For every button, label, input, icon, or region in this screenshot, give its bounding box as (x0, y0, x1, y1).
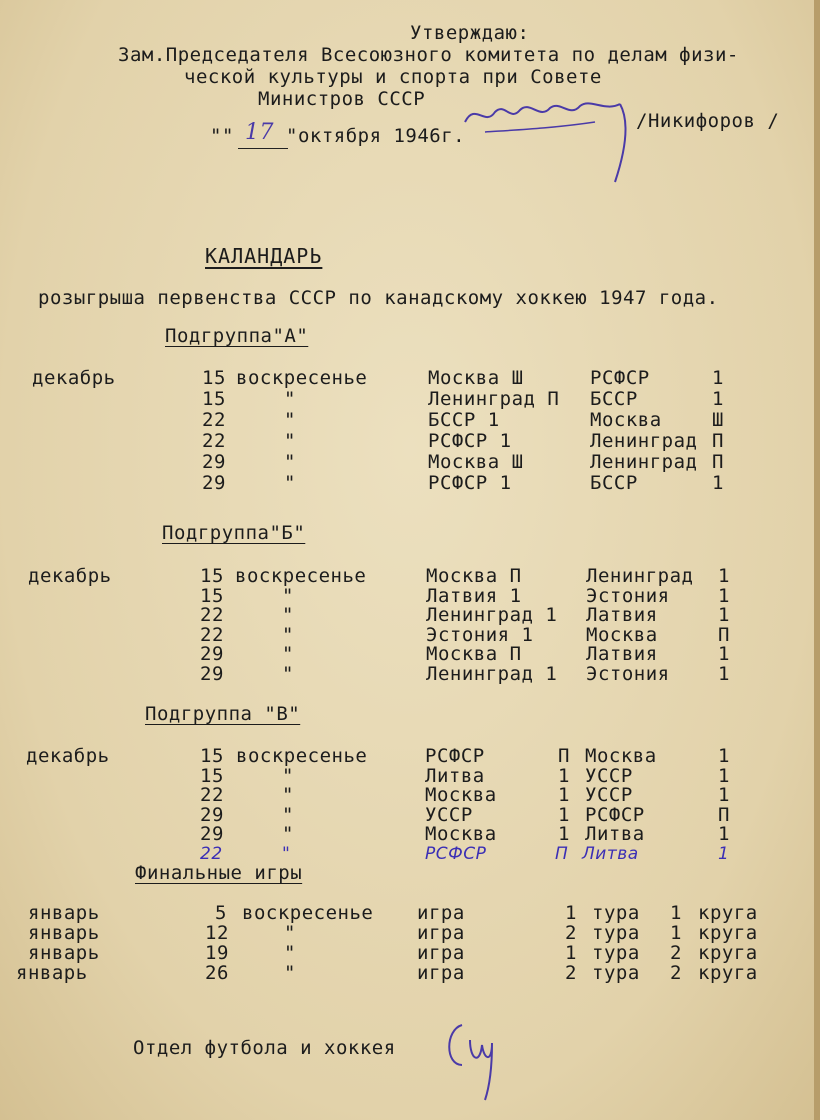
match-team2-rank: 1 (718, 745, 730, 767)
final-month: январь (16, 962, 88, 984)
match-day: 15 (202, 388, 226, 410)
match-team2-rank: П (718, 803, 730, 826)
final-day: 26 (205, 962, 229, 984)
match-weekday: " (284, 451, 296, 473)
match-team1: Ленинград 1 (426, 662, 558, 685)
match-weekday: " (282, 823, 294, 845)
final-month: январь (28, 922, 100, 944)
match-team2-rank: 1 (712, 388, 724, 410)
match-day: 15 (200, 584, 224, 607)
approval-signature (455, 92, 655, 192)
match-weekday: " (282, 764, 294, 787)
match-weekday: " (282, 803, 294, 826)
match-team2: Москва (585, 745, 657, 767)
match-team2-rank: 1 (718, 565, 730, 587)
approval-date-prefix: "" (210, 125, 234, 147)
match-team2-rank: П (718, 623, 730, 646)
match-team1-rank: П (558, 745, 570, 767)
group-b-month: декабрь (28, 565, 112, 587)
match-team2-rank: Ш (712, 409, 724, 431)
handwritten-team1: РСФСР (425, 844, 487, 864)
approver-name: /Никифоров / (636, 110, 780, 132)
final-game: игра (417, 902, 465, 924)
match-team2: УССР (585, 764, 633, 787)
match-team2: Ленинград (590, 451, 698, 473)
match-team1-rank: 1 (558, 823, 570, 845)
match-day: 29 (202, 472, 226, 494)
match-team1: Москва П (426, 643, 522, 665)
match-weekday: " (284, 388, 296, 410)
match-team1-rank: 1 (558, 803, 570, 826)
final-tour-word: тура (592, 962, 640, 984)
match-team1: РСФСР 1 (428, 430, 512, 452)
final-tour: 1 (565, 942, 577, 964)
match-team2-rank: 1 (718, 584, 730, 607)
approval-date-day: 17 (245, 120, 274, 145)
group-a-month: декабрь (32, 367, 116, 389)
match-day: 15 (202, 367, 226, 389)
finals-header: Финальные игры (135, 862, 303, 884)
document-subtitle: розыгрыша первенства СССР по канадскому хоккею 1947 года. (38, 287, 719, 309)
match-team2-rank: 1 (718, 662, 730, 685)
match-team1: Москва (425, 784, 497, 806)
match-team2: Ленинград (586, 565, 694, 587)
match-team1: Ленинград П (428, 388, 560, 410)
final-tour: 2 (565, 962, 577, 984)
match-team2-rank: П (712, 430, 724, 452)
group-a-header: Подгруппа"А" (165, 325, 309, 347)
match-team2: РСФСР (590, 367, 650, 389)
approval-date: "октября 1946г. (286, 125, 466, 147)
final-tour-word: тура (592, 942, 640, 964)
match-weekday: " (282, 643, 294, 665)
match-team2: БССР (590, 472, 638, 494)
final-circle: 1 (670, 922, 682, 944)
match-day: 22 (200, 604, 224, 626)
final-day: 5 (215, 902, 227, 924)
match-team2-rank: П (712, 451, 724, 473)
match-day: 29 (200, 643, 224, 665)
approval-line: Министров СССР (258, 88, 426, 110)
match-weekday: " (284, 430, 296, 452)
match-team1-rank: 1 (558, 784, 570, 806)
match-weekday: " (282, 604, 294, 626)
final-circle-word: круга (698, 942, 758, 964)
match-team1: РСФСР 1 (428, 472, 512, 494)
match-weekday: " (284, 472, 296, 494)
final-day: 19 (205, 942, 229, 964)
final-circle: 1 (670, 902, 682, 924)
final-day: 12 (205, 922, 229, 944)
final-tour: 2 (565, 922, 577, 944)
final-tour-word: тура (592, 922, 640, 944)
match-day: 29 (200, 662, 224, 685)
match-weekday: " (282, 784, 294, 806)
final-circle-word: круга (698, 962, 758, 984)
final-month: январь (28, 942, 100, 964)
match-team2: Ленинград (590, 430, 698, 452)
match-team2-rank: 1 (718, 823, 730, 845)
match-team1: Латвия 1 (426, 584, 522, 607)
match-team1: Литва (425, 764, 485, 787)
match-team2: Эстония (586, 662, 670, 685)
match-day: 15 (200, 565, 224, 587)
match-team1: Москва Ш (428, 451, 524, 473)
match-day: 29 (202, 451, 226, 473)
match-team1: Москва Ш (428, 367, 524, 389)
match-team2-rank: 1 (718, 643, 730, 665)
match-weekday: воскресенье (236, 367, 368, 389)
final-circle: 2 (670, 942, 682, 964)
final-circle-word: круга (698, 922, 758, 944)
final-weekday: " (284, 942, 296, 964)
match-day: 22 (200, 784, 224, 806)
match-team1-rank: 1 (558, 764, 570, 787)
match-day: 29 (200, 823, 224, 845)
match-team1: Москва (425, 823, 497, 845)
match-weekday: " (284, 409, 296, 431)
final-weekday: " (284, 962, 296, 984)
match-day: 29 (200, 803, 224, 826)
handwritten-mid: П (555, 844, 569, 864)
match-team2: Москва (590, 409, 662, 431)
match-team2-rank: 1 (712, 367, 724, 389)
match-weekday: " (282, 662, 294, 685)
match-team2: Латвия (586, 604, 658, 626)
final-game: игра (417, 922, 465, 944)
final-tour: 1 (565, 902, 577, 924)
final-weekday: воскресенье (242, 902, 374, 924)
match-day: 22 (202, 409, 226, 431)
group-b-header: Подгруппа"Б" (162, 522, 306, 544)
match-team1: Эстония 1 (426, 623, 534, 646)
match-team2-rank: 1 (718, 784, 730, 806)
final-game: игра (417, 942, 465, 964)
approval-heading: Утверждаю: (410, 22, 530, 44)
match-team2: Латвия (586, 643, 658, 665)
final-circle: 2 (670, 962, 682, 984)
match-weekday: воскресенье (235, 565, 367, 587)
match-team2: Эстония (586, 584, 670, 607)
approval-line: ческой культуры и спорта при Совете (184, 66, 602, 88)
match-team2: УССР (585, 784, 633, 806)
match-weekday: " (282, 623, 294, 646)
match-team2: Москва (586, 623, 658, 646)
match-day: 22 (200, 623, 224, 646)
match-weekday: " (282, 584, 294, 607)
match-team2-rank: 1 (718, 764, 730, 787)
match-team2: БССР (590, 388, 638, 410)
final-circle-word: круга (698, 902, 758, 924)
handwritten-num: 1 (718, 844, 730, 864)
match-team2: Литва (585, 823, 645, 845)
footer-signature (440, 1015, 510, 1105)
handwritten-day: 22 (200, 844, 223, 864)
match-team2-rank: 1 (712, 472, 724, 494)
approval-line: Зам.Председателя Всесоюзного комитета по делам физи- (118, 44, 739, 66)
match-team1: Москва П (426, 565, 522, 587)
final-tour-word: тура (592, 902, 640, 924)
handwritten-team2: Литва (582, 844, 639, 864)
page-edge (814, 0, 820, 1120)
match-day: 22 (202, 430, 226, 452)
match-day: 15 (200, 764, 224, 787)
match-day: 15 (200, 745, 224, 767)
match-team2-rank: 1 (718, 604, 730, 626)
group-v-header: Подгруппа "В" (145, 703, 301, 725)
match-team1: РСФСР (425, 745, 485, 767)
match-team1: БССР 1 (428, 409, 500, 431)
match-team1: Ленинград 1 (426, 604, 558, 626)
footer-department: Отдел футбола и хоккея (133, 1037, 396, 1059)
match-team2: РСФСР (585, 803, 645, 826)
group-v-month: декабрь (26, 745, 110, 767)
handwritten-weekday: " (282, 844, 291, 864)
final-game: игра (417, 962, 465, 984)
final-weekday: " (284, 922, 296, 944)
final-month: январь (28, 902, 100, 924)
document-title: КАЛАНДАРЬ (205, 244, 323, 268)
match-weekday: воскресенье (236, 745, 368, 767)
match-team1: УССР (425, 803, 473, 826)
